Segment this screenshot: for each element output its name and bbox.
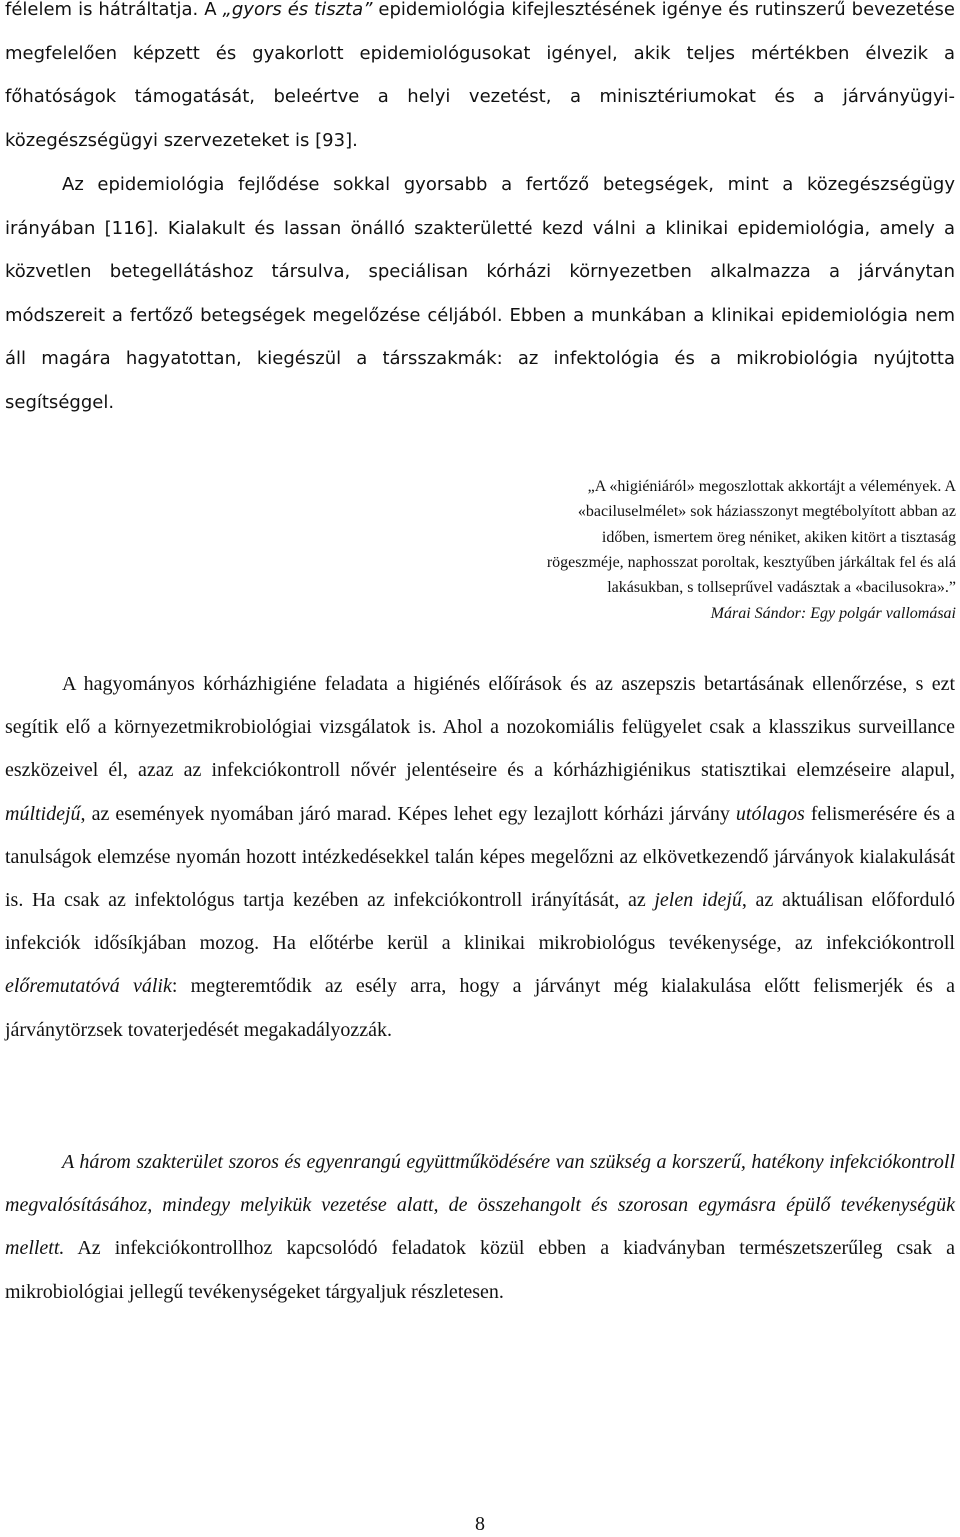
text-run: , az aktuálisan előforduló infekciók idősíkjában mozog. Ha előtérbe kerül a klinikai mikrobiológus tevékenysége, az infekciókontroll	[5, 889, 955, 955]
italic-phrase: múltidejű	[5, 802, 81, 825]
quote-line: «baciluselmélet» sok háziasszonyt megtébolyított abban az	[577, 503, 956, 521]
paragraph-cooperation	[5, 1141, 955, 1314]
quote-line: „A «higiéniáról» megoszlottak akkortájt a vélemények. A	[587, 478, 956, 495]
paragraph-clinical-epidemiology	[5, 163, 955, 424]
text-run: , az események nyomában járó marad. Képes lehet egy lezajlott kórházi járvány	[80, 802, 736, 825]
text-run: epidemiológia kifejlesztésének igénye és rutinszerű bevezetése megfelelően képzett és gyakorlott epidemiológusokat igényel, akik teljes mértékben élvezik a főhatóságok támogatását, beleértve a helyi vezetést, a minisztériumokat és a járványügyi-közegészségügyi szervezeteket is [93].	[5, 0, 955, 151]
quote-attribution: Márai Sándor: Egy polgár vallomásai	[710, 605, 956, 622]
text-run: : megteremtődik az esély arra, hogy a járványt még kialakulása előtt felismerjék és a járványtörzsek tovaterjedését megakadályozzák.	[5, 975, 955, 1041]
text-run: Az epidemiológia fejlődése sokkal gyorsabb a fertőző betegségek, mint a közegészségügy irányában [116]. Kialakult és lassan önálló szakterületté kezd válni a klinikai epidemiológia, amely a közvetlen betegellátáshoz társulva, speciálisan kórházi környezetben alkalmazza a járványtan módszereit a fertőző betegségek megelőzése céljából. Ebben a munkában a klinikai epidemiológia nem áll magára hagyatottan, kiegészül a társszakmák: az infektológia és a mikrobiológia nyújtotta segítséggel.	[5, 174, 955, 413]
epigraph-quote	[415, 474, 956, 600]
page-number: 8	[475, 1513, 485, 1535]
text-run: felismerésére és a tanulságok elemzése nyomán hozott intézkedésekkel talán képes megelőzni az elkövetkezendő járványok kialakulását is. Ha csak az infektológus tartja kezében az infekciókontroll irányítását, az	[5, 802, 956, 912]
italic-phrase: előremutatóvá válik	[5, 975, 172, 998]
quote-line: lakásukban, s tollseprűvel vadásztak a «bacilusokra».”	[607, 579, 956, 597]
paragraph-epidemiology-intro	[5, 0, 955, 162]
italic-phrase: utólagos	[735, 802, 805, 825]
quote-line: időben, ismertem öreg néniket, akiken kitört a tisztaság	[601, 528, 956, 546]
text-run: félelem is hátráltatja. A	[5, 0, 223, 20]
italic-phrase: jelen idejű	[654, 889, 742, 912]
text-run: A hagyományos kórházhigiéne feladata a higiénés előírások és az aszepszis betartásának ellenőrzése, s ezt segítik elő a környezetmikrobiológiai vizsgálatok is. Ahol a nozokomiális felügyelet csak a klasszikus surveillance eszközeivel él, azaz az infekciókontroll nővér jelentéseire és a kórházhigiénikus statisztikai elemzéseire alapul,	[5, 673, 955, 782]
paragraph-hospital-hygiene	[5, 663, 955, 1052]
italic-phrase: A három szakterület szoros és egyenrangú együttműködésére van szükség a korszerű, hatékony infekciókontroll megvalósításához, mindegy melyikük vezetése alatt, de összehangolt és szorosan egymásra épülő tevékenységük mellett.	[5, 1151, 955, 1260]
text-run: Az infekciókontrollhoz kapcsolódó feladatok közül ebben a kiadványban természetszerűleg csak a mikrobiológiai jellegű tevékenységeket tárgyaljuk részletesen.	[5, 1237, 955, 1303]
italic-phrase: „gyors és tiszta”	[222, 0, 373, 20]
quote-line: rögeszméje, naphosszat poroltak, kesztyűben járkáltak fel és alá	[546, 553, 956, 571]
